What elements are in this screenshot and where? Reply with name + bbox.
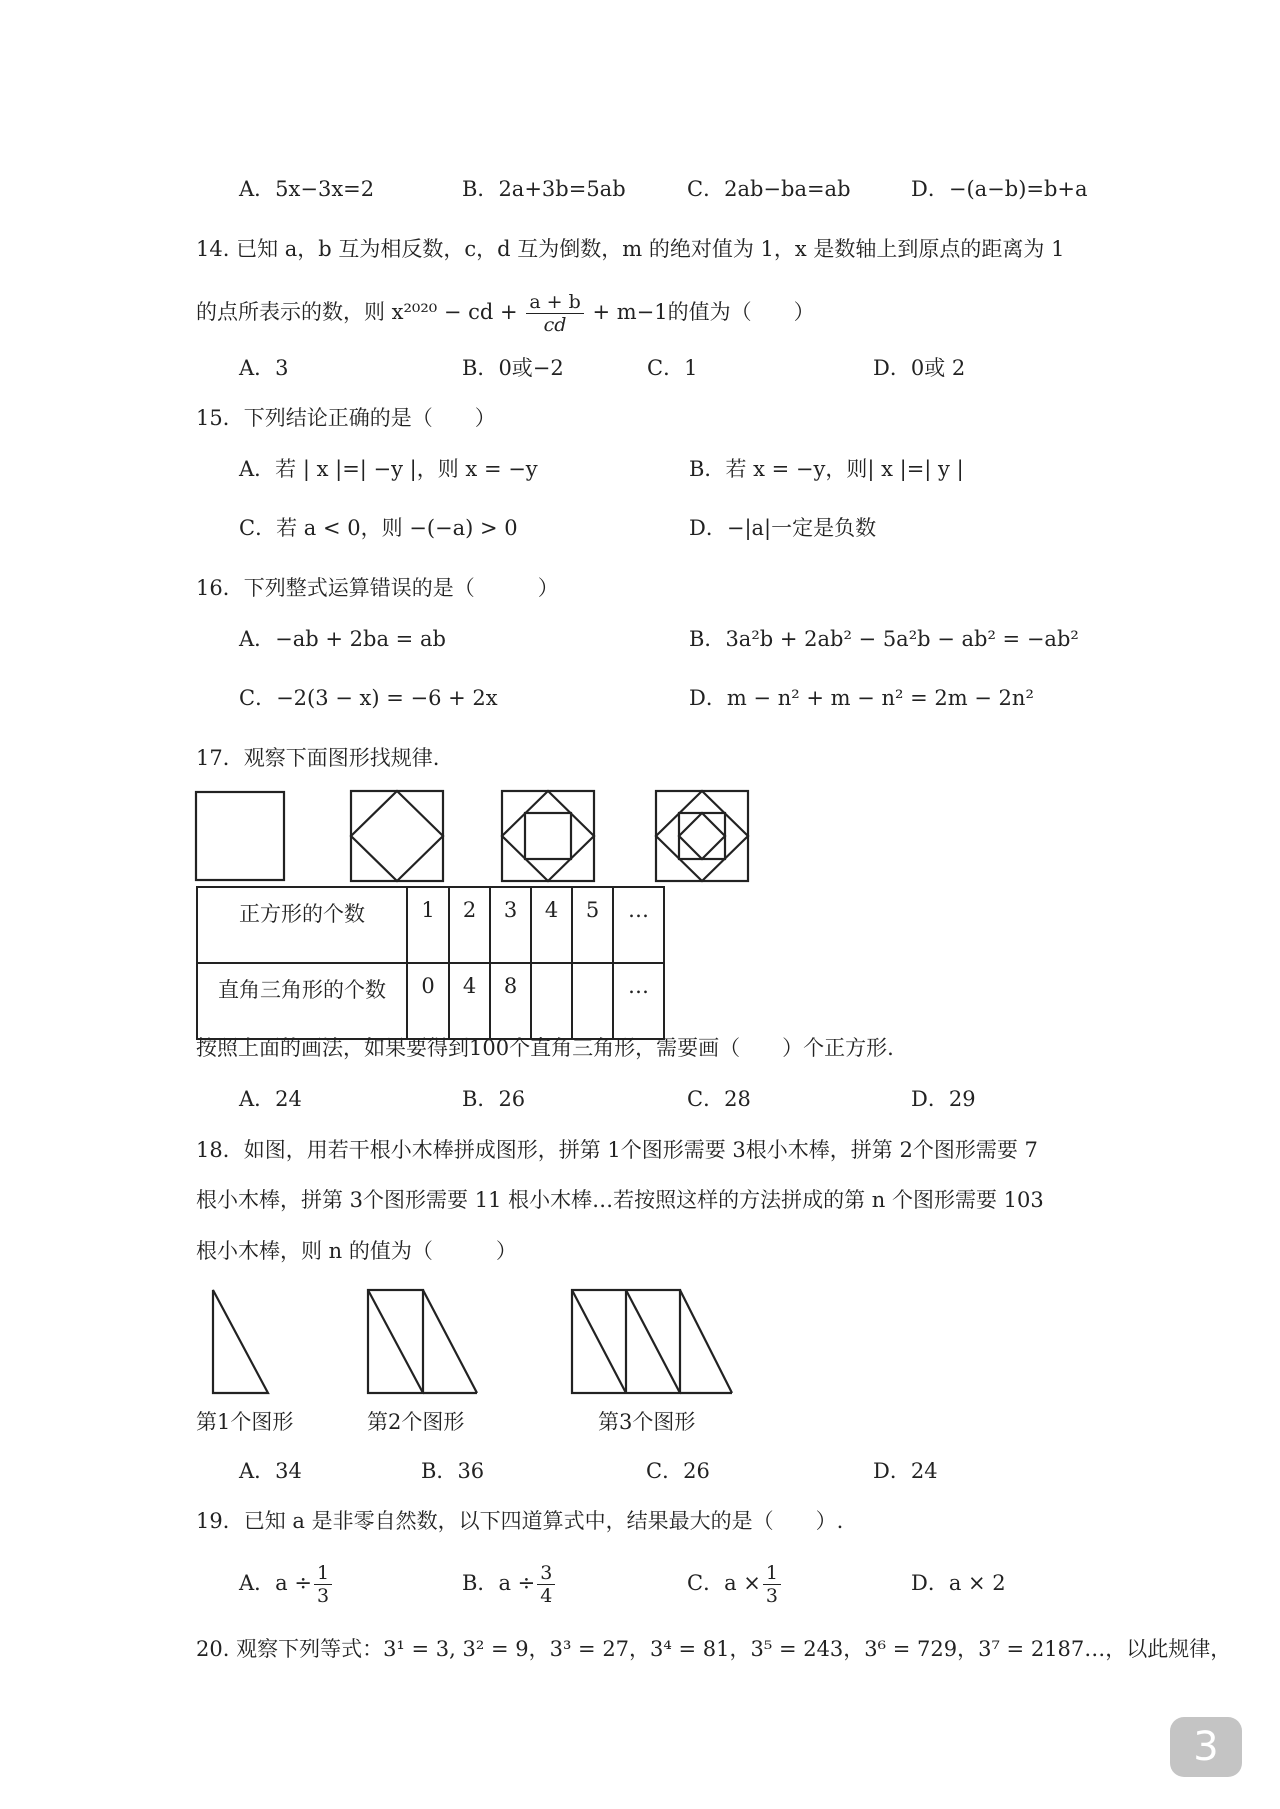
q18-stem-line1: 18．如图，用若干根小木棒拼成图形，拼第 1个图形需要 3根小木棒，拼第 2个图形需要 7	[196, 1138, 1038, 1162]
q17-option-d: D．29	[911, 1087, 976, 1111]
q16-option-b: B．3a²b + 2ab² − 5a²b − ab² = −ab²	[689, 627, 1079, 651]
q14-expr-post: + m−1的值为（ ）	[592, 300, 815, 324]
q14-option-c: C．1	[647, 356, 698, 380]
q15-option-b: B．若 x = −y，则| x |=| y |	[689, 457, 964, 481]
q14-option-a: A．3	[239, 356, 289, 380]
q14-option-d: D．0或 2	[873, 356, 966, 380]
row-header: 正方形的个数	[197, 887, 407, 963]
q19-stem: 19．已知 a 是非零自然数，以下四道算式中，结果最大的是（ ）.	[196, 1509, 844, 1533]
table-cell: 5	[572, 887, 613, 963]
q19-option-d: D．a × 2	[911, 1571, 1006, 1595]
q15-option-c: C．若 a < 0，则 −(−a) > 0	[239, 516, 518, 540]
table-cell: 2	[449, 887, 490, 963]
q13-option-a: A．5x−3x=2	[239, 177, 375, 201]
q19-option-c: C．a × $\frac{1}{3}$	[687, 1558, 783, 1608]
q16-option-d: D．m − n² + m − n² = 2m − 2n²	[689, 686, 1034, 710]
q17-option-b: B．26	[462, 1087, 526, 1111]
q14-fraction: $\frac{a + b}{cd}$	[526, 291, 584, 336]
q13-option-d: D．−(a−b)=b+a	[911, 177, 1088, 201]
figure-label-1: 第1个图形	[196, 1410, 294, 1434]
table-cell: 0	[407, 963, 449, 1039]
q17-option-c: C．28	[687, 1087, 751, 1111]
q14-expr-pre: 的点所表示的数，则 x²⁰²⁰ − cd +	[196, 300, 518, 324]
q15-option-d: D．−|a|一定是负数	[689, 516, 877, 540]
q18-option-d: D．24	[873, 1459, 938, 1483]
q17-stem: 17．观察下面图形找规律.	[196, 746, 440, 770]
table-cell: 8	[490, 963, 531, 1039]
q19-option-a: A．a ÷ $\frac{1}{3}$	[239, 1558, 334, 1608]
table-cell: 3	[490, 887, 531, 963]
q13-option-b: B．2a+3b=5ab	[462, 177, 626, 201]
page-number-badge: 3	[1170, 1717, 1242, 1777]
figure-label-3: 第3个图形	[598, 1410, 696, 1434]
q13-option-c: C．2ab−ba=ab	[687, 177, 851, 201]
q16-stem: 16．下列整式运算错误的是（ ）	[196, 576, 559, 600]
table-cell: 4	[531, 887, 572, 963]
figure-label-2: 第2个图形	[367, 1410, 465, 1434]
q19-option-b: B．a ÷ $\frac{3}{4}$	[462, 1558, 557, 1608]
q20-stem-line1: 20. 观察下列等式：3¹ = 3, 3² = 9，3³ = 27，3⁴ = 81，3⁵ = 243，3⁶ = 729，3⁷ = 2187…，以此规律，	[196, 1637, 1232, 1661]
q14-stem-line1: 14. 已知 a，b 互为相反数，c，d 互为倒数，m 的绝对值为 1，x 是数轴上到原点的距离为 1	[196, 237, 1065, 261]
stick-figure-1	[213, 1290, 268, 1393]
q16-option-c: C．−2(3 − x) = −6 + 2x	[239, 686, 498, 710]
q14-option-b: B．0或−2	[462, 356, 564, 380]
table-cell: 4	[449, 963, 490, 1039]
q18-option-b: B．36	[421, 1459, 485, 1483]
q18-stem-line2: 根小木棒，拼第 3个图形需要 11 根小木棒…若按照这样的方法拼成的第 n 个图形需要 103	[196, 1188, 1044, 1212]
table-cell: 1	[407, 887, 449, 963]
q17-option-a: A．24	[239, 1087, 302, 1111]
q18-option-c: C．26	[646, 1459, 710, 1483]
q18-option-a: A．34	[239, 1459, 302, 1483]
q16-option-a: A．−ab + 2ba = ab	[239, 627, 446, 651]
q15-option-a: A．若 | x |=| −y |，则 x = −y	[239, 457, 538, 481]
row-header: 直角三角形的个数	[197, 963, 407, 1039]
table-cell: …	[613, 963, 664, 1039]
stick-figure-3	[572, 1290, 732, 1393]
stick-figure-2	[368, 1290, 477, 1393]
q18-stem-line3: 根小木棒，则 n 的值为（ ）	[196, 1239, 517, 1263]
q17-question: 按照上面的画法，如果要得到100个直角三角形，需要画（ ）个正方形.	[196, 1036, 894, 1060]
q15-stem: 15．下列结论正确的是（ ）	[196, 406, 496, 430]
table-cell: …	[613, 887, 664, 963]
